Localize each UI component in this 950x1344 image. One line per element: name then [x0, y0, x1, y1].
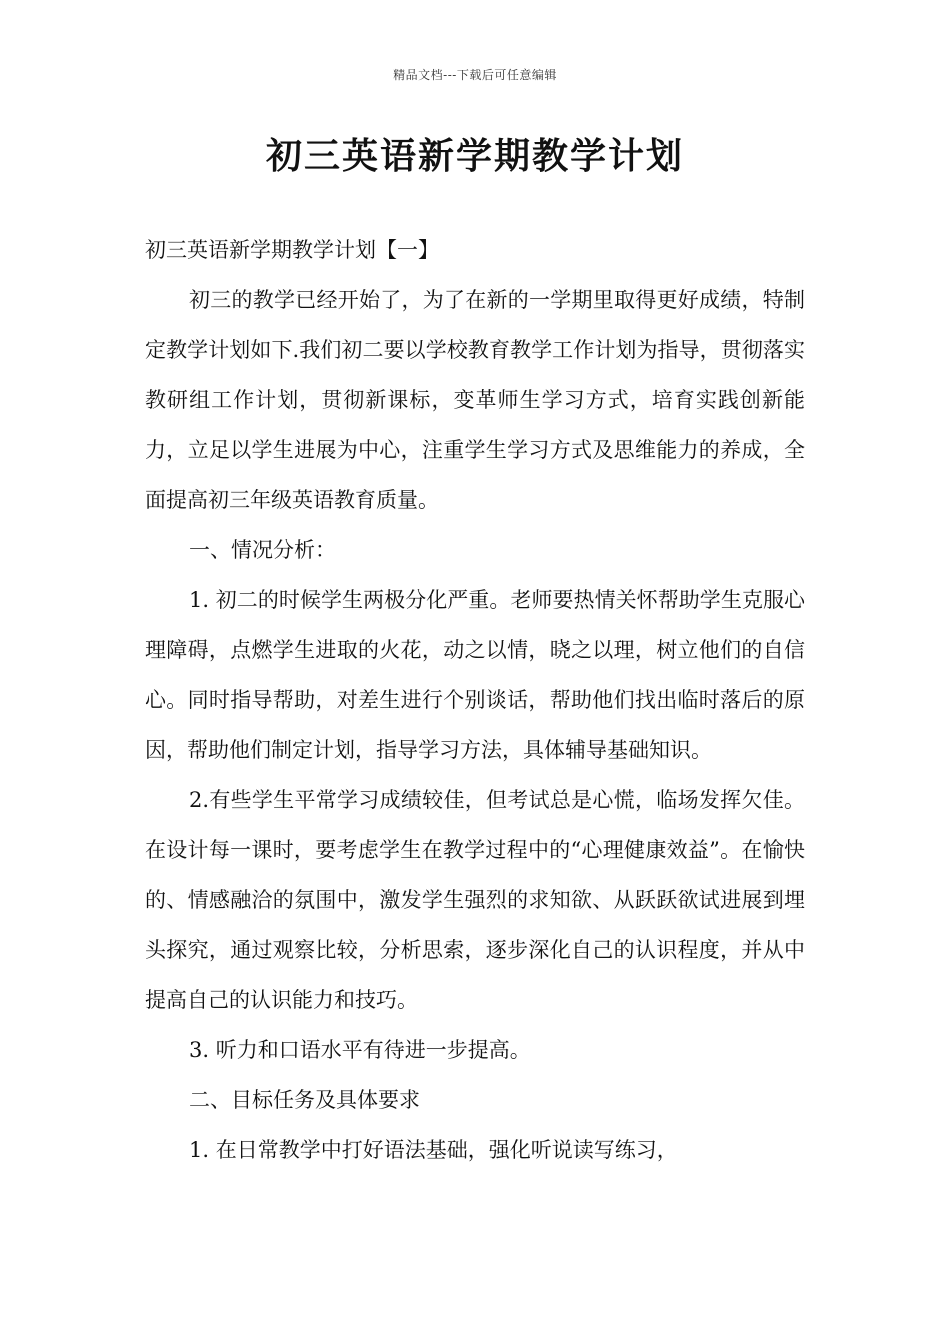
paragraph-point-3: 3. 听力和口语水平有待进一步提高。 [189, 1038, 531, 1062]
header-note: 精品文档---下载后可任意编辑 [393, 68, 557, 82]
paragraph-point-2: 2.有些学生平常学习成绩较佳，但考试总是心慌，临场发挥欠佳。在设计每一课时，要考虑学生在教学过程中的“心理健康效益”。在愉快的、情感融洽的氛围中，激发学生强烈的求知欲、从跃跃欲试进展到埋头探究，通过观察比较，分析思索，逐步深化自己的认识程度，并从中提高自己的认识能力和技巧。 [145, 788, 805, 1012]
document-body [145, 225, 805, 1175]
section-subtitle: 初三英语新学期教学计划【一】 [145, 238, 439, 262]
paragraph-intro: 初三的教学已经开始了，为了在新的一学期里取得更好成绩，特制定教学计划如下.我们初二要以学校教育教学工作计划为指导，贯彻落实教研组工作计划，贯彻新课标，变革师生学习方式，培育实践创新能力，立足以学生进展为中心，注重学生学习方式及思维能力的养成，全面提高初三年级英语教育质量。 [145, 288, 805, 512]
paragraph-point-1: 1. 初二的时候学生两极分化严重。老师要热情关怀帮助学生克服心理障碍，点燃学生进取的火花，动之以情，晓之以理，树立他们的自信心。同时指导帮助，对差生进行个别谈话，帮助他们找出临时落后的原因，帮助他们制定计划，指导学习方法，具体辅导基础知识。 [145, 588, 805, 762]
heading-situation-analysis: 一、情况分析： [189, 538, 336, 562]
paragraph-goal-1: 1. 在日常教学中打好语法基础，强化听说读写练习， [189, 1138, 678, 1162]
document-title: 初三英语新学期教学计划 [265, 135, 684, 177]
heading-goals: 二、目标任务及具体要求 [189, 1088, 420, 1112]
